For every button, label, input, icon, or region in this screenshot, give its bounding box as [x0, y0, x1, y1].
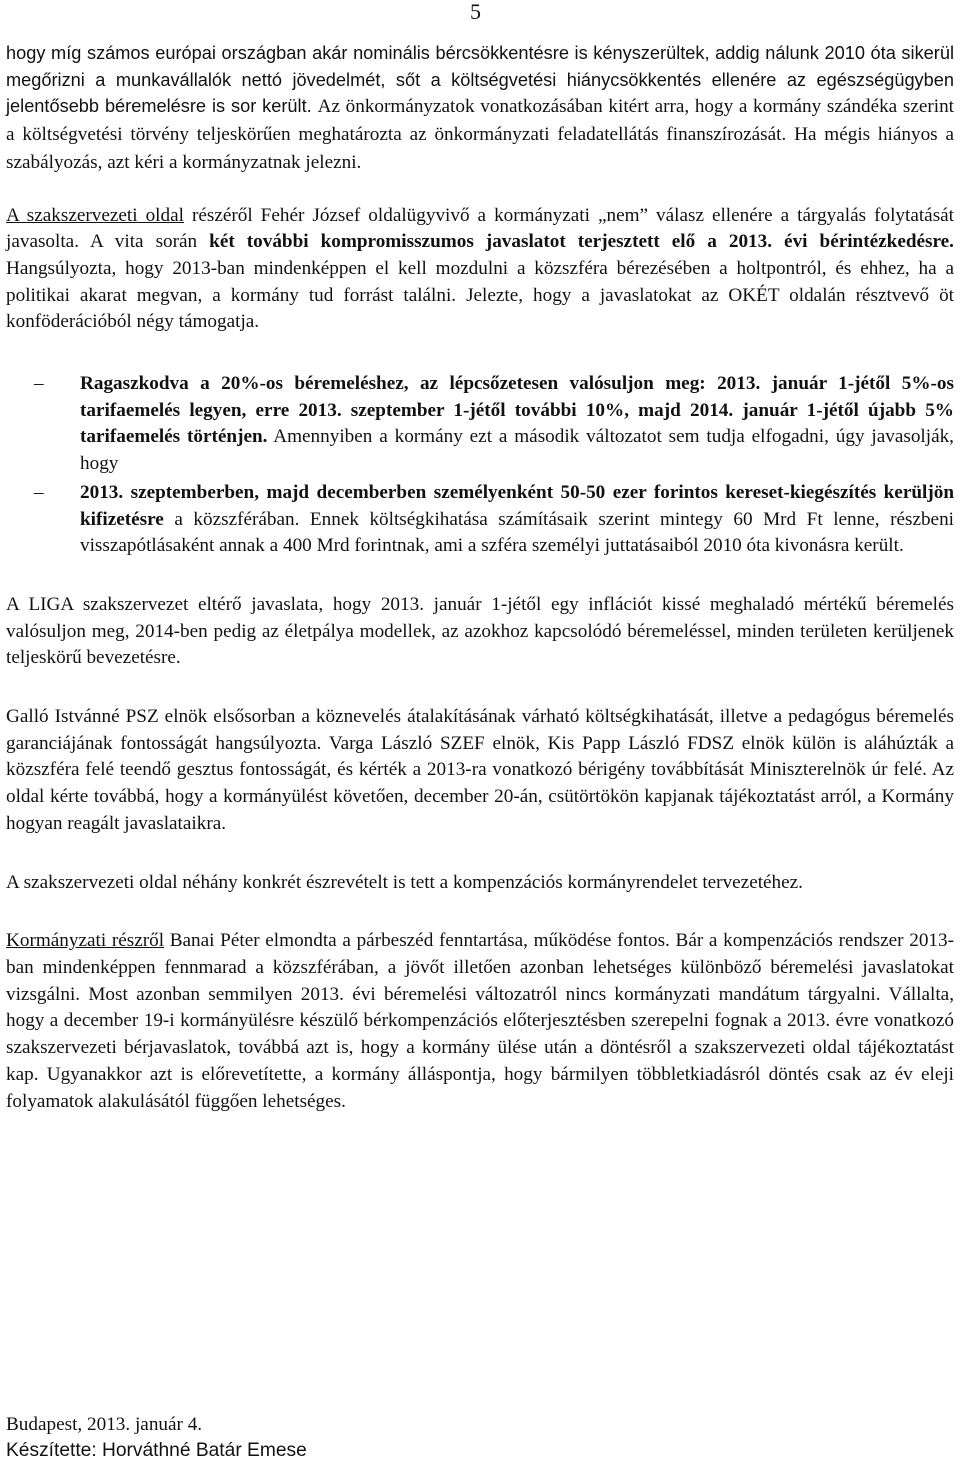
paragraph-intro-sans-text: hogy míg számos európai országban akár nominális bércsökkentésre is kényszerültek, addig nálunk 2010 óta sikerül megőrizni a munkavállalók nettó jövedelmét, sőt a költségvetési hiánycsökkentés ellenére az egészségügyben jelentősebb béremelésre is sor került.: [6, 43, 954, 117]
government-side-label: Kormányzati részről: [6, 930, 165, 952]
paragraph-government: [6, 928, 954, 1115]
proposal-highlight: két további kompromisszumos javaslatot terjesztett elő a 2013. évi bérintézkedésre.: [209, 231, 954, 253]
author-line: Készítette: Horváthné Batár Emese: [6, 1440, 307, 1461]
proposal-two-text: a közszférában. Ennek költségkihatása számításaik szerint mintegy 60 Mrd Ft lenne, részbeni visszapótlásaként annak a 400 Mrd forintnak, ami a szféra személyi juttatásaiból 2010 óta kivonásra került.: [80, 508, 954, 557]
document-footer: [6, 1412, 307, 1464]
paragraph-intro: [6, 40, 954, 177]
paragraph-union-side: [6, 203, 954, 337]
paragraph-union-side-text-a: részéről Fehér József oldalügyvivő a kormányzati „nem” válasz ellenére a tárgyalás folytatását javasolta. A vita során: [6, 204, 955, 253]
union-side-label: A szakszervezeti oldal: [6, 204, 184, 226]
paragraph-intro-text: Az önkormányzatok vonatkozásában kitért arra, hogy a kormány szándéka szerint a költségvetési törvény teljeskörűen meghatározta az önkormányzati feladatellátás finanszírozását. Ha mégis hiányos a szabályozás, azt kéri a kormányzatnak jelezni.: [6, 96, 954, 173]
paragraph-remarks: A szakszervezeti oldal néhány konkrét észrevételt is tett a kompenzációs kormányrendelet tervezetéhez.: [6, 871, 803, 893]
proposal-one-bold: Ragaszkodva a 20%-os béremeléshez, az lépcsőzetesen valósuljon meg: 2013. január 1-jétől 5%-os tarifaemelés legyen, erre 2013. szeptember 1-jétől további 10%, majd 2014. január 1-jétől újabb 5% tarifaemelés történjen.: [80, 373, 954, 448]
proposal-list: [6, 371, 954, 560]
paragraph-union-side-text-b: Hangsúlyozta, hogy 2013-ban mindenképpen el kell mozdulni a közszféra bérezésében a holtpontról, és ehhez, ha a politikai akarat megvan, a kormány tud forrást találni. Jelezte, hogy a javaslatokat az OKÉT oldalán résztvevő öt konföderációból négy támogatja.: [6, 257, 954, 333]
page-number: 5: [470, 0, 481, 24]
paragraph-liga: A LIGA szakszervezet eltérő javaslata, hogy 2013. január 1-jétől egy inflációt kissé meghaladó mértékű béremelés valósuljon meg, 2014-ben pedig az életpálya modellek, az azokhoz kapcsolódó béremeléssel, minden területen kerüljenek teljeskörű bevezetésre.: [6, 593, 954, 669]
proposal-one-text: Amennyiben a kormány ezt a második változatot sem tudja elfogadni, úgy javasolják, hogy: [80, 426, 954, 475]
paragraph-psz: Galló Istvánné PSZ elnök elsősorban a köznevelés átalakításának várható költségkihatását, illetve a pedagógus béremelés garanciájának fontosságát hangsúlyozta. Varga László SZEF elnök, Kis Papp László FDSZ elnök külön is aláhúzták a közszféra felé teendő gesztus fontosságát, és kérték a 2013-ra vonatkozó bérigény továbbítását Miniszterelnök úr felé. Az oldal kérte továbbá, hogy a kormányülést követően, december 20-án, csütörtökön kapjanak tájékoztatást arról, a Kormány hogyan reagált javaslataikra.: [6, 706, 954, 834]
dash-bullet: –: [34, 373, 44, 395]
list-item: [6, 371, 954, 478]
document-body: [6, 40, 954, 1115]
dash-bullet: –: [34, 481, 44, 503]
list-item: [6, 480, 954, 560]
paragraph-government-text: Banai Péter elmondta a párbeszéd fenntartása, működése fontos. Bár a kompenzációs rendszer 2013-ban mindenképpen fennmarad a közszférában, a jövőt illetően azonban lehetséges különböző béremelési javaslatokat vizsgálni. Most azonban semmilyen 2013. évi béremelési változatról nincs kormányzati mandátum tárgyalni. Vállalta, hogy a december 19-i kormányülésre készülő bérkompenzációs előterjesztésben szerepelni fognak a 2013. évre vonatkozó szakszervezeti bérjavaslatok, továbbá azt is, hogy a kormány ülése után a döntésről a szakszervezeti oldal tájékoztatást kap. Ugyanakkor azt is előrevetítette, a kormány álláspontja, hogy bármilyen többletkiadásról döntés csak az év eleji folyamatok alakulásától függően lehetséges.: [6, 930, 955, 1112]
proposal-two-bold: 2013. szeptemberben, majd decemberben személyenként 50-50 ezer forintos kereset-kiegészítés kerüljön kifizetésre: [80, 481, 954, 530]
place-date: Budapest, 2013. január 4.: [6, 1414, 203, 1435]
